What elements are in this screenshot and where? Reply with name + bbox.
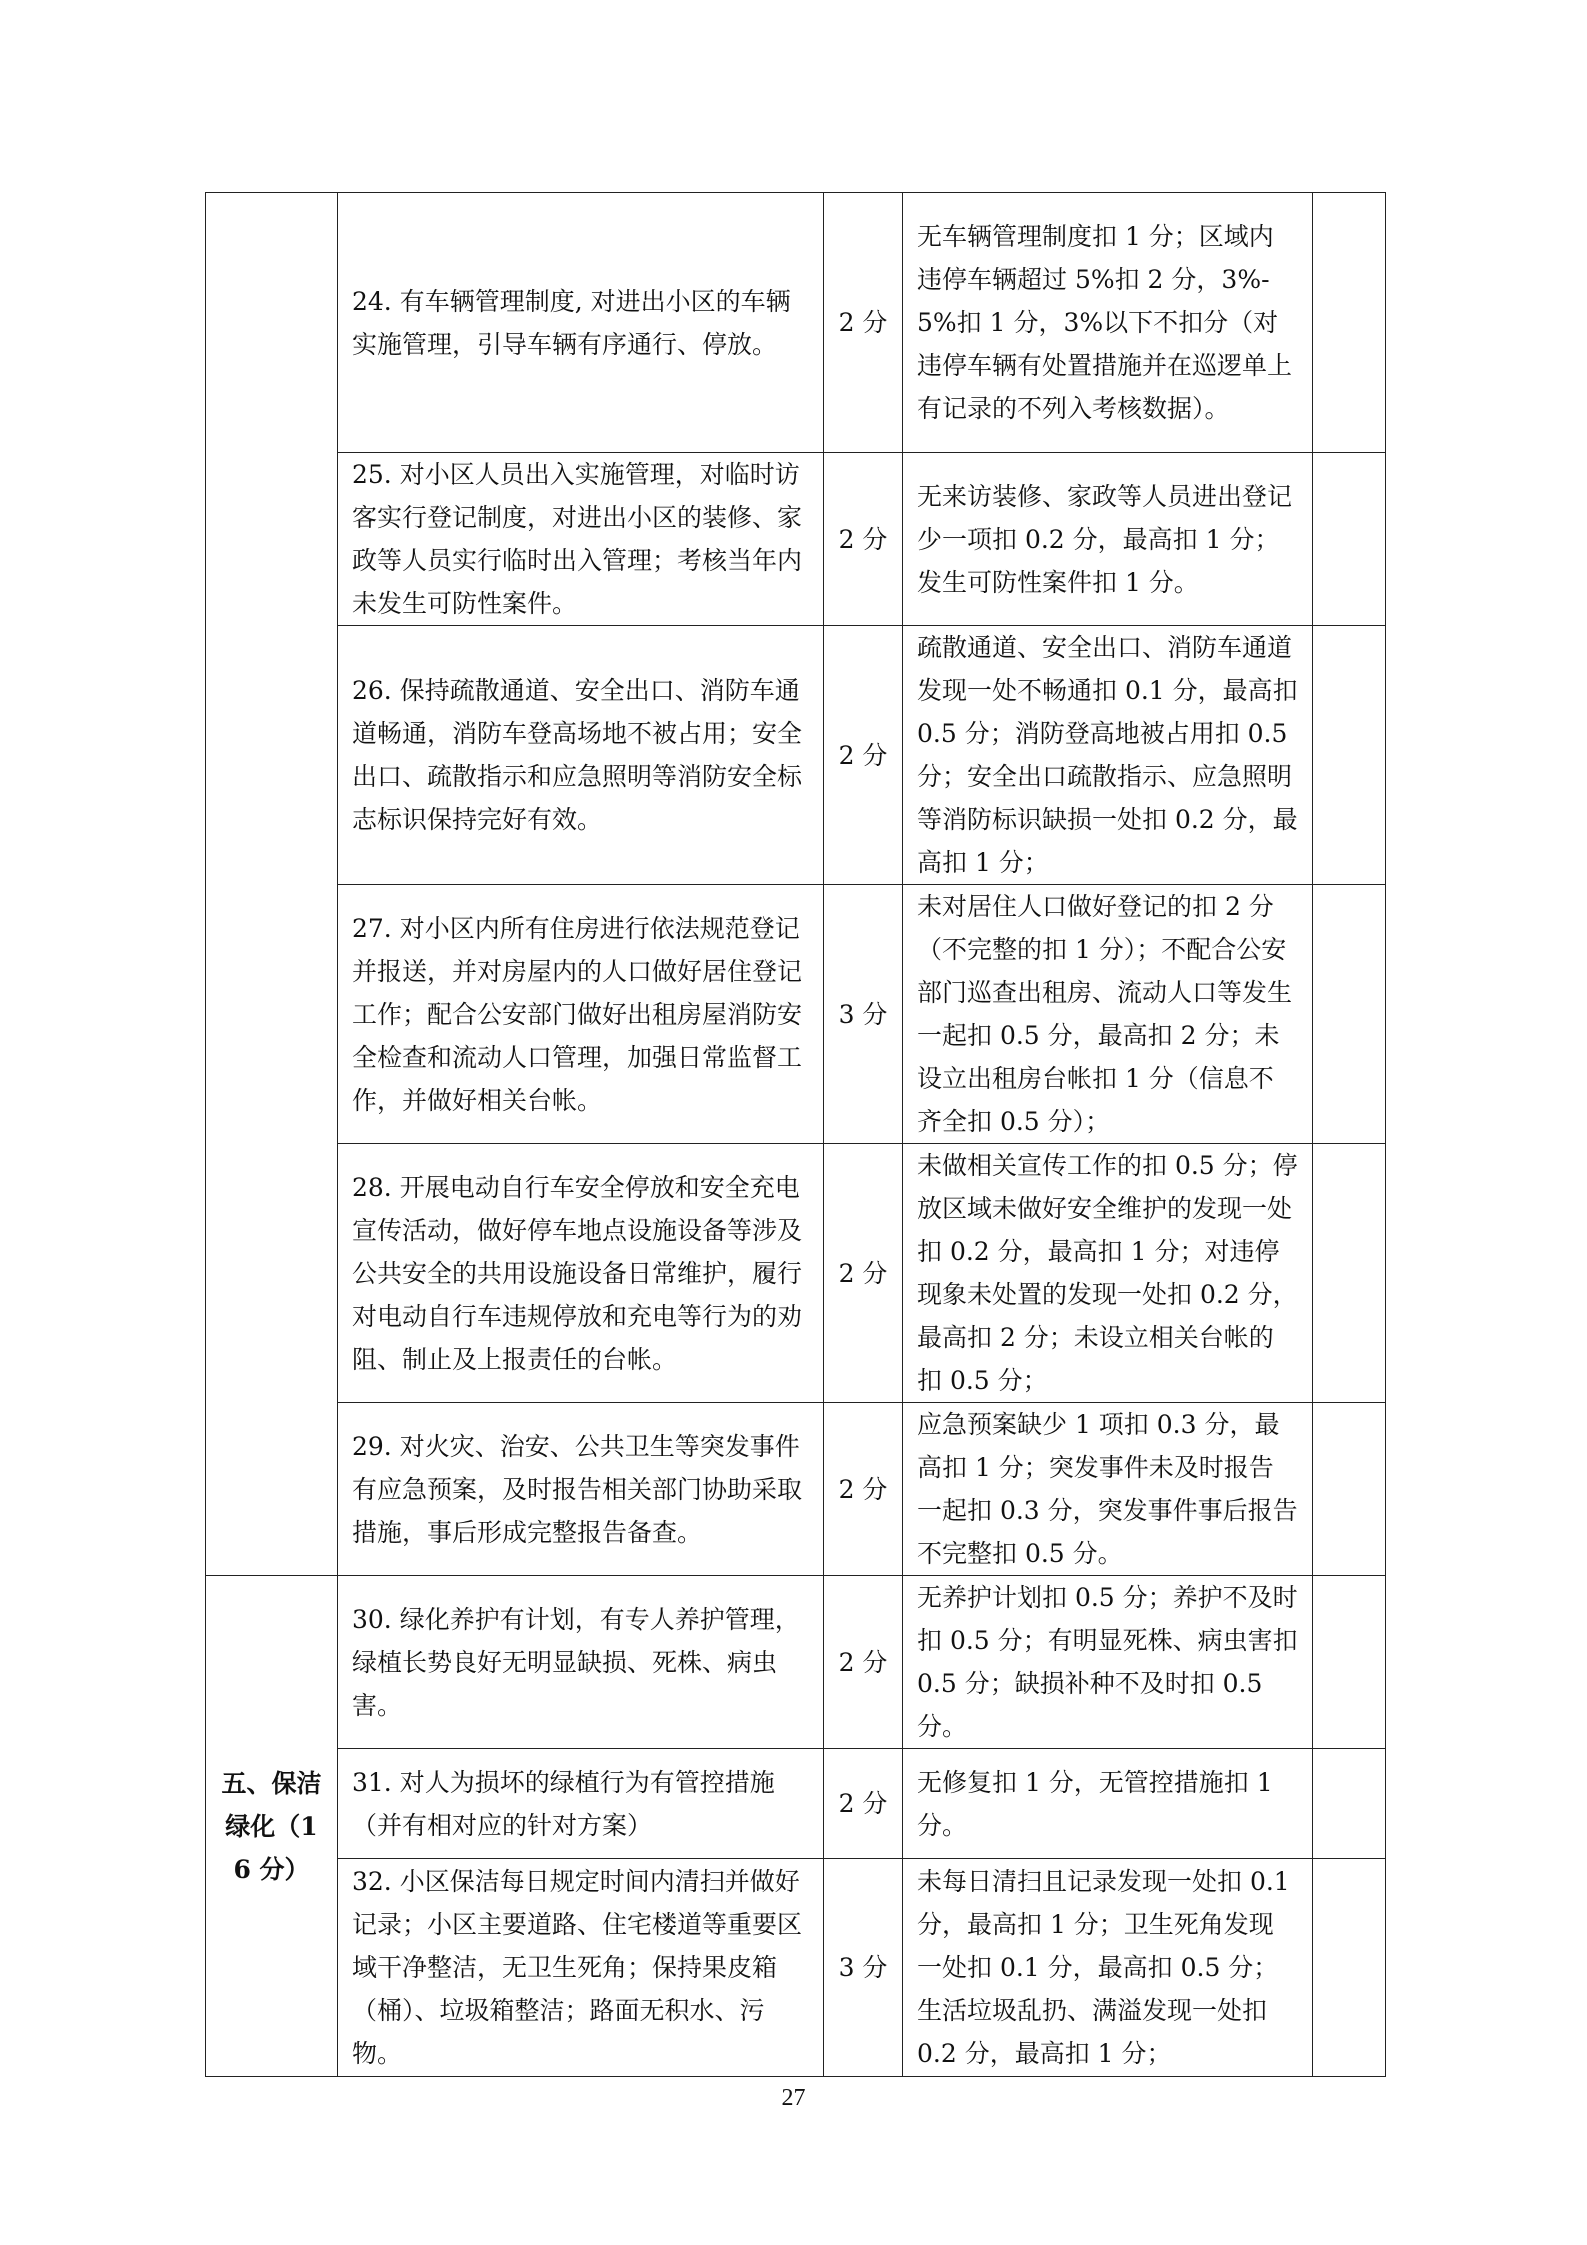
result-cell	[1313, 626, 1386, 885]
item-cell: 24. 有车辆管理制度, 对进出小区的车辆实施管理，引导车辆有序通行、停放。	[338, 193, 824, 453]
table-row	[206, 453, 1386, 626]
result-cell	[1313, 453, 1386, 626]
table-row	[206, 1859, 1386, 2077]
score-cell: 3 分	[824, 885, 903, 1144]
score-cell: 2 分	[824, 1403, 903, 1576]
table-row	[206, 885, 1386, 1144]
criteria-cell: 无修复扣 1 分，无管控措施扣 1 分。	[903, 1749, 1313, 1859]
table-row	[206, 1749, 1386, 1859]
table-row	[206, 1403, 1386, 1576]
table-row	[206, 193, 1386, 453]
table-row	[206, 1144, 1386, 1403]
score-cell: 2 分	[824, 1144, 903, 1403]
category-cell-empty	[206, 193, 338, 1576]
item-cell: 25. 对小区人员出入实施管理，对临时访客实行登记制度，对进出小区的装修、家政等人员实行临时出入管理；考核当年内未发生可防性案件。	[338, 453, 824, 626]
result-cell	[1313, 885, 1386, 1144]
criteria-cell: 未每日清扫且记录发现一处扣 0.1 分，最高扣 1 分；卫生死角发现一处扣 0.1 分，最高扣 0.5 分；生活垃圾乱扔、满溢发现一处扣 0.2 分，最高扣 1 分；	[903, 1859, 1313, 2077]
score-cell: 3 分	[824, 1859, 903, 2077]
criteria-cell: 无养护计划扣 0.5 分；养护不及时扣 0.5 分；有明显死株、病虫害扣 0.5 分；缺损补种不及时扣 0.5 分。	[903, 1576, 1313, 1749]
item-cell: 29. 对火灾、治安、公共卫生等突发事件有应急预案，及时报告相关部门协助采取措施，事后形成完整报告备查。	[338, 1403, 824, 1576]
result-cell	[1313, 1749, 1386, 1859]
criteria-cell: 疏散通道、安全出口、消防车通道发现一处不畅通扣 0.1 分，最高扣 0.5 分；消防登高地被占用扣 0.5 分；安全出口疏散指示、应急照明等消防标识缺损一处扣 0.2 分，最高扣 1 分；	[903, 626, 1313, 885]
criteria-cell: 未做相关宣传工作的扣 0.5 分；停放区域未做好安全维护的发现一处扣 0.2 分，最高扣 1 分；对违停现象未处置的发现一处扣 0.2 分，最高扣 2 分；未设立相关台帐的扣 0.5 分；	[903, 1144, 1313, 1403]
item-cell: 30. 绿化养护有计划，有专人养护管理，绿植长势良好无明显缺损、死株、病虫害。	[338, 1576, 824, 1749]
page-number: 27	[781, 2085, 806, 2111]
score-cell: 2 分	[824, 1576, 903, 1749]
item-cell: 31. 对人为损坏的绿植行为有管控措施（并有相对应的针对方案）	[338, 1749, 824, 1859]
category-cell: 五、保洁绿化（16 分）	[206, 1576, 338, 2077]
table-row	[206, 626, 1386, 885]
result-cell	[1313, 1859, 1386, 2077]
score-cell: 2 分	[824, 453, 903, 626]
result-cell	[1313, 1403, 1386, 1576]
item-cell: 28. 开展电动自行车安全停放和安全充电宣传活动，做好停车地点设施设备等涉及公共安全的共用设施设备日常维护，履行对电动自行车违规停放和充电等行为的劝阻、制止及上报责任的台帐。	[338, 1144, 824, 1403]
item-cell: 27. 对小区内所有住房进行依法规范登记并报送，并对房屋内的人口做好居住登记工作；配合公安部门做好出租房屋消防安全检查和流动人口管理，加强日常监督工作，并做好相关台帐。	[338, 885, 824, 1144]
score-cell: 2 分	[824, 193, 903, 453]
assessment-table	[205, 192, 1386, 2077]
result-cell	[1313, 193, 1386, 453]
criteria-cell: 无来访装修、家政等人员进出登记少一项扣 0.2 分，最高扣 1 分；发生可防性案件扣 1 分。	[903, 453, 1313, 626]
score-cell: 2 分	[824, 1749, 903, 1859]
result-cell	[1313, 1576, 1386, 1749]
criteria-cell: 未对居住人口做好登记的扣 2 分（不完整的扣 1 分）；不配合公安部门巡查出租房、流动人口等发生一起扣 0.5 分，最高扣 2 分；未设立出租房台帐扣 1 分（信息不齐全扣 0.5 分）；	[903, 885, 1313, 1144]
score-cell: 2 分	[824, 626, 903, 885]
result-cell	[1313, 1144, 1386, 1403]
item-cell: 32. 小区保洁每日规定时间内清扫并做好记录；小区主要道路、住宅楼道等重要区域干净整洁，无卫生死角；保持果皮箱（桶）、垃圾箱整洁；路面无积水、污物。	[338, 1859, 824, 2077]
table-row	[206, 1576, 1386, 1749]
criteria-cell: 无车辆管理制度扣 1 分；区域内违停车辆超过 5%扣 2 分，3%-5%扣 1 分，3%以下不扣分（对违停车辆有处置措施并在巡逻单上有记录的不列入考核数据）。	[903, 193, 1313, 453]
criteria-cell: 应急预案缺少 1 项扣 0.3 分，最高扣 1 分；突发事件未及时报告一起扣 0.3 分，突发事件事后报告不完整扣 0.5 分。	[903, 1403, 1313, 1576]
item-cell: 26. 保持疏散通道、安全出口、消防车通道畅通，消防车登高场地不被占用；安全出口、疏散指示和应急照明等消防安全标志标识保持完好有效。	[338, 626, 824, 885]
